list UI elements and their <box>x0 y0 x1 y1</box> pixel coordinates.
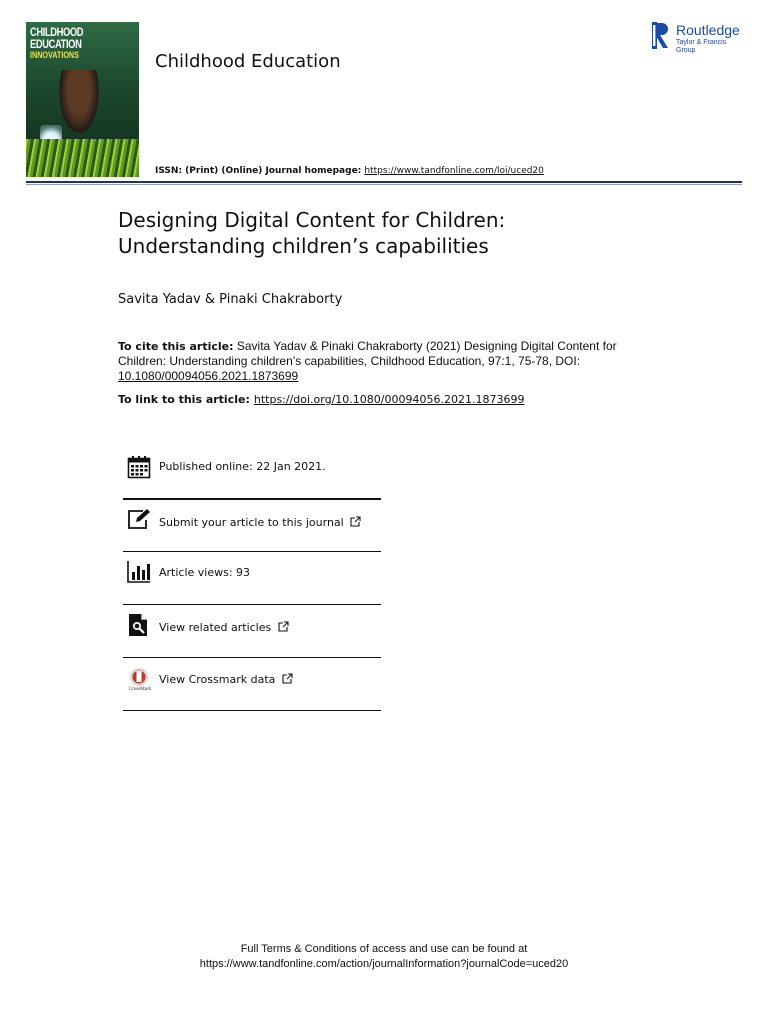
crossmark-logo-text: CrossMark <box>128 687 152 692</box>
crossmark-icon <box>127 667 151 687</box>
link-line <box>118 393 524 406</box>
cover-title-line2: EDUCATION <box>30 37 82 51</box>
info-separator <box>123 657 381 658</box>
header-rule-thin <box>26 184 742 185</box>
info-separator <box>123 710 381 711</box>
edit-icon <box>127 508 151 532</box>
citation-block <box>118 339 618 384</box>
crossmark-row[interactable] <box>123 667 381 697</box>
journal-homepage-link[interactable]: https://www.tandfonline.com/loi/uced20 <box>364 166 544 176</box>
footer-terms-link[interactable]: https://www.tandfonline.com/action/journalInformation?journalCode=uced20 <box>199 958 569 970</box>
link-label: To link to this article: <box>118 393 250 406</box>
info-separator <box>123 551 381 552</box>
publisher-logo[interactable] <box>652 22 747 52</box>
issn-line <box>155 166 544 176</box>
article-title-line1: Designing Digital Content for Children: <box>118 208 506 232</box>
citation-text: Savita Yadav & Pinaki Chakraborty (2021) Designing Digital Content for Children: Understanding children’s capabilities, Childhood Education, 97:1, 75-78, DOI: <box>118 339 617 368</box>
article-views-row <box>123 560 381 586</box>
article-authors: Savita Yadav & Pinaki Chakraborty <box>118 292 343 307</box>
related-articles-link[interactable]: View related articles <box>159 621 272 634</box>
info-separator <box>123 498 381 500</box>
document-search-icon <box>127 613 151 637</box>
cover-title-line1: CHILDHOOD <box>30 25 84 39</box>
info-separator <box>123 604 381 605</box>
citation-label: To cite this article: <box>118 340 234 353</box>
cover-title-line3: INNOVATIONS <box>30 50 79 60</box>
citation-doi-link[interactable]: 10.1080/00094056.2021.1873699 <box>118 369 299 383</box>
submit-article-row[interactable] <box>123 508 381 536</box>
submit-article-link[interactable]: Submit your article to this journal <box>159 516 344 529</box>
footer-line1: Full Terms & Conditions of access and use can be found at <box>240 943 528 955</box>
header-rule <box>26 181 742 183</box>
routledge-r-icon <box>652 22 670 49</box>
journal-cover-image <box>26 22 139 177</box>
publisher-group: Taylor & Francis Group <box>676 39 727 54</box>
external-link-icon <box>282 673 293 684</box>
article-doi-link[interactable]: https://doi.org/10.1080/00094056.2021.1873699 <box>253 393 525 406</box>
article-views-text: Article views: 93 <box>159 566 251 579</box>
external-link-icon <box>350 516 361 527</box>
external-link-icon <box>278 621 289 632</box>
calendar-icon <box>127 455 151 479</box>
article-title-line2: Understanding children’s capabilities <box>118 234 489 258</box>
journal-title: Childhood Education <box>155 51 341 72</box>
published-online-text: Published online: 22 Jan 2021. <box>159 460 326 473</box>
published-online-row <box>123 455 381 479</box>
footer <box>0 942 768 972</box>
related-articles-row[interactable] <box>123 613 381 641</box>
issn-label: ISSN: (Print) (Online) Journal homepage: <box>155 166 365 176</box>
bar-chart-icon <box>127 560 151 584</box>
crossmark-link[interactable]: View Crossmark data <box>159 673 276 686</box>
publisher-name: Routledge <box>676 22 740 38</box>
article-title <box>118 207 638 259</box>
